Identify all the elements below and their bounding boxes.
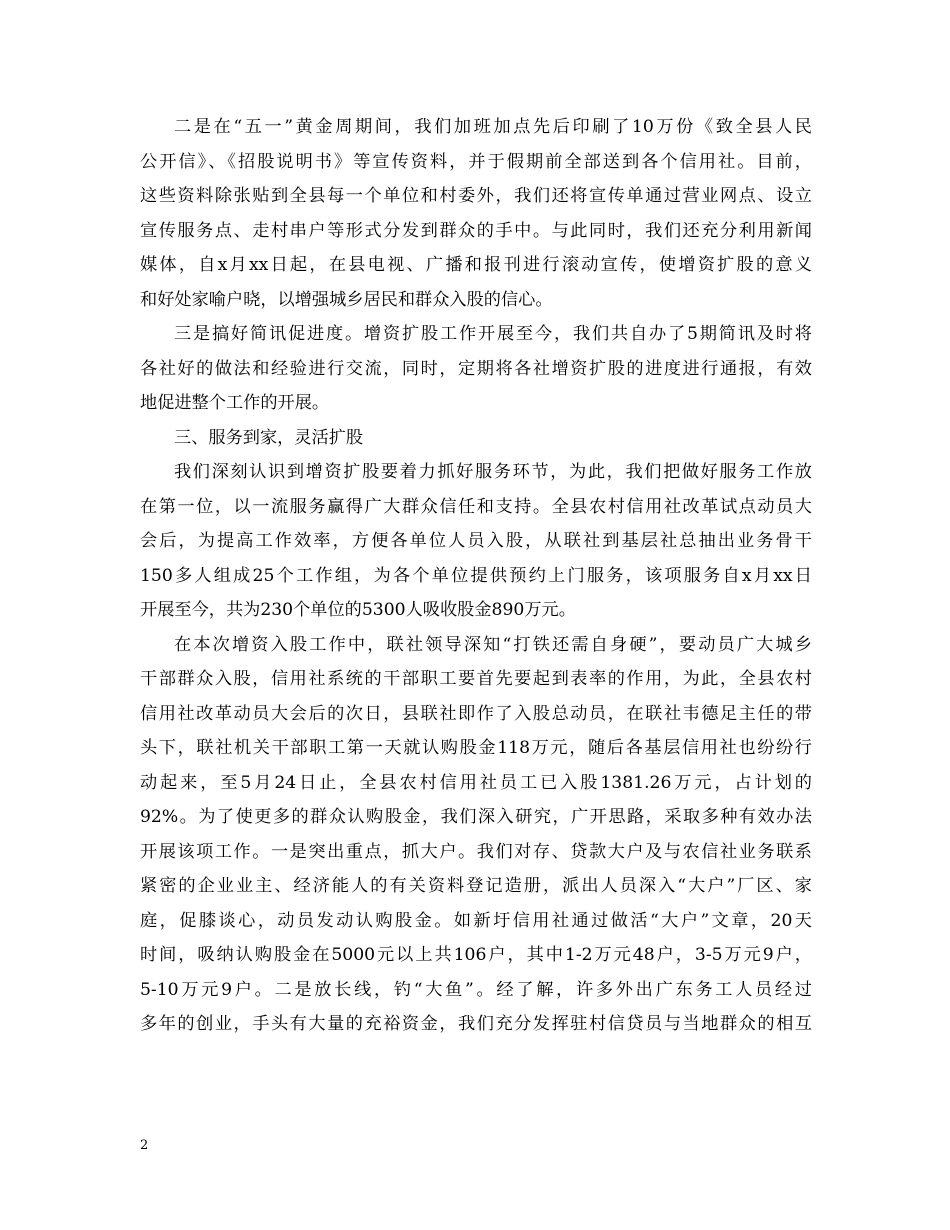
text-line: 二是在“五一”黄金周期间，我们加班加点先后印刷了10万份《致全县人民 (174, 117, 812, 137)
text-line: 在第一位，以一流服务赢得广大群众信任和支持。全县农村信用社改革试点动员大 (140, 496, 812, 517)
text-line: 地促进整个工作的开展。 (140, 393, 330, 413)
text-line: 时间，吸纳认购股金在5000元以上共106户，其中1-2万元48户，3-5万元9户， (140, 945, 812, 965)
text-line: 92%。为了使更多的群众认购股金，我们深入研究，广开思路，采取多种有效办法 (140, 807, 812, 827)
text-line: 和好处家喻户晓，以增强城乡居民和群众入股的信心。 (140, 289, 553, 310)
text-line: 三是搞好简讯促进度。增资扩股工作开展至今，我们共自办了5期简讯及时将 (174, 324, 812, 344)
text-line: 这些资料除张贴到全县每一个单位和村委外，我们还将宣传单通过营业网点、设立 (140, 186, 812, 206)
text-line: 头下，联社机关干部职工第一天就认购股金118万元，随后各基层信用社也纷纷行 (140, 738, 812, 758)
text-line: 紧密的企业业主、经济能人的有关资料登记造册，派出人员深入“大户”厂区、家 (140, 876, 812, 896)
text-line: 三、服务到家，灵活扩股 (174, 427, 364, 448)
document-body (140, 110, 812, 1042)
text-line: 我们深刻认识到增资扩股要着力抓好服务环节，为此，我们把做好服务工作放 (174, 462, 812, 482)
page-number: 2 (140, 1138, 149, 1153)
text-line: 宣传服务点、走村串户等形式分发到群众的手中。与此同时，我们还充分利用新闻 (140, 220, 812, 241)
text-line: 150多人组成25个工作组，为各个单位提供预约上门服务，该项服务自x月xx日 (140, 565, 812, 586)
text-line: 5-10万元9户。二是放长线，钓“大鱼”。经了解，许多外出广东务工人员经过 (140, 979, 812, 1000)
text-line: 干部群众入股，信用社系统的干部职工要首先要起到表率的作用，为此，全县农村 (140, 669, 812, 689)
text-line: 开展至今，共为230个单位的5300人吸收股金890万元。 (140, 600, 576, 620)
text-line: 动起来，至5月24日止，全县农村信用社员工已入股1381.26万元，占计划的 (140, 772, 812, 793)
text-line: 公开信》、《招股说明书》等宣传资料，并于假期前全部送到各个信用社。目前， (140, 151, 812, 172)
text-line: 媒体，自x月xx日起，在县电视、广播和报刊进行滚动宣传，使增资扩股的意义 (140, 255, 812, 275)
text-line: 信用社改革动员大会后的次日，县联社即作了入股总动员，在联社韦德足主任的带 (140, 703, 812, 724)
text-line: 庭，促膝谈心，动员发动认购股金。如新圩信用社通过做活“大户”文章，20天 (140, 910, 812, 931)
text-line: 会后，为提高工作效率，方便各单位人员入股，从联社到基层社总抽出业务骨干 (140, 531, 812, 551)
text-line: 各社好的做法和经验进行交流，同时，定期将各社增资扩股的进度进行通报，有效 (140, 358, 812, 379)
text-line: 开展该项工作。一是突出重点，抓大户。我们对存、贷款大户及与农信社业务联系 (140, 841, 812, 862)
text-line: 多年的创业，手头有大量的充裕资金，我们充分发挥驻村信贷员与当地群众的相互 (140, 1014, 812, 1034)
text-line: 在本次增资入股工作中，联社领导深知“打铁还需自身硬”，要动员广大城乡 (174, 634, 812, 655)
